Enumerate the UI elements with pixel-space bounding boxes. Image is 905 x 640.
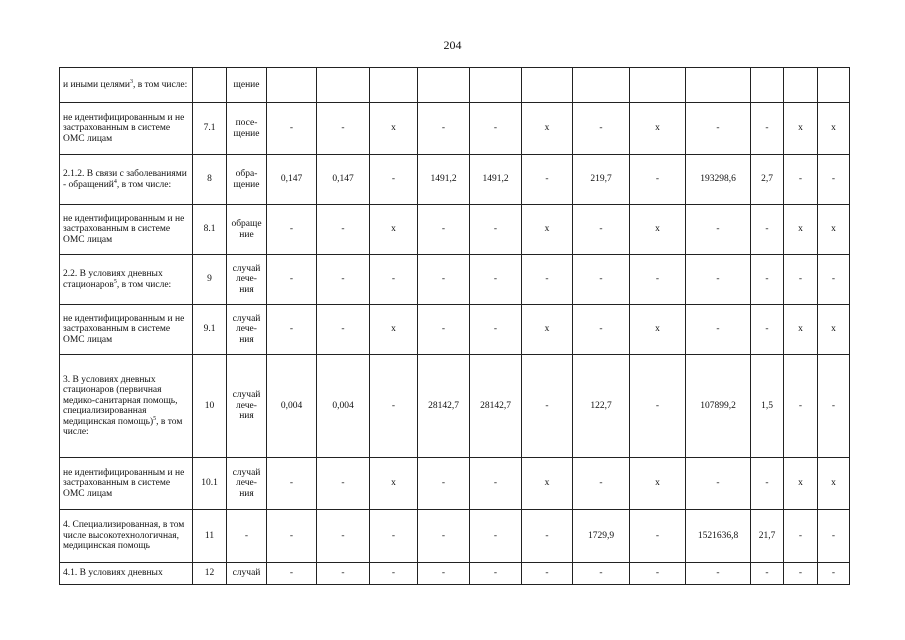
row-number-cell: 9	[193, 255, 227, 305]
value-cell: -	[818, 563, 850, 585]
value-cell: -	[267, 255, 317, 305]
value-cell: -	[470, 103, 522, 155]
value-cell: -	[751, 458, 784, 510]
row-number-cell: 12	[193, 563, 227, 585]
value-cell: -	[470, 255, 522, 305]
value-cell: x	[630, 205, 686, 255]
value-cell: -	[418, 305, 470, 355]
value-cell: -	[267, 458, 317, 510]
row-number-cell: 10.1	[193, 458, 227, 510]
row-name-text: не идентифицированным и не застрахованным в системе ОМС лицам	[63, 112, 185, 144]
value-cell	[317, 68, 370, 103]
value-cell	[267, 68, 317, 103]
value-cell: -	[267, 563, 317, 585]
value-cell: -	[818, 155, 850, 205]
row-name-cell	[60, 355, 193, 458]
value-cell: -	[686, 205, 751, 255]
row-name-cell	[60, 103, 193, 155]
row-footnote-mark: 5	[153, 415, 157, 422]
value-cell: 0,004	[317, 355, 370, 458]
unit-cell: случай лече- ния	[227, 458, 267, 510]
table-row	[60, 68, 850, 103]
value-cell: x	[522, 305, 573, 355]
value-cell: -	[470, 305, 522, 355]
row-footnote-mark: 3	[130, 78, 133, 85]
value-cell: -	[267, 103, 317, 155]
row-number-cell: 11	[193, 510, 227, 563]
row-name-suffix: , в том числе:	[116, 279, 172, 290]
page-number: 204	[443, 38, 462, 52]
row-footnote-mark: 5	[113, 278, 117, 285]
row-name-suffix: , в том числе:	[133, 79, 188, 90]
value-cell: -	[630, 355, 686, 458]
value-cell	[470, 68, 522, 103]
row-number-cell	[193, 68, 227, 103]
value-cell: -	[751, 255, 784, 305]
value-cell: -	[573, 205, 630, 255]
value-cell: -	[267, 510, 317, 563]
unit-cell: обра- щение	[227, 155, 267, 205]
row-name-cell	[60, 305, 193, 355]
value-cell: -	[418, 103, 470, 155]
value-cell: -	[784, 255, 818, 305]
value-cell: x	[630, 458, 686, 510]
value-cell: -	[317, 205, 370, 255]
row-name-cell	[60, 255, 193, 305]
value-cell: 1521636,8	[686, 510, 751, 563]
value-cell: x	[784, 103, 818, 155]
table-row	[60, 205, 850, 255]
value-cell: -	[784, 563, 818, 585]
value-cell: -	[418, 510, 470, 563]
row-name-text: 4.1. В условиях дневных	[63, 568, 163, 579]
value-cell: 1491,2	[470, 155, 522, 205]
row-name-cell	[60, 68, 193, 103]
value-cell	[370, 68, 418, 103]
value-cell	[573, 68, 630, 103]
unit-cell: случай лече- ния	[227, 255, 267, 305]
value-cell: -	[573, 563, 630, 585]
table-row	[60, 563, 850, 585]
unit-cell: щение	[227, 68, 267, 103]
value-cell: 2,7	[751, 155, 784, 205]
row-name-text: 2.1.2. В связи с заболеваниями - обращений	[63, 169, 187, 190]
row-name-suffix: , в том числе:	[116, 179, 172, 190]
row-number-cell: 9.1	[193, 305, 227, 355]
table-row	[60, 155, 850, 205]
value-cell: -	[818, 355, 850, 458]
value-cell: x	[630, 305, 686, 355]
value-cell: x	[522, 205, 573, 255]
value-cell: 1,5	[751, 355, 784, 458]
value-cell: -	[573, 103, 630, 155]
value-cell: -	[573, 255, 630, 305]
row-name-cell	[60, 458, 193, 510]
value-cell: -	[522, 563, 573, 585]
unit-cell: случай лече- ния	[227, 305, 267, 355]
value-cell: -	[317, 305, 370, 355]
row-name-text: не идентифицированным и не застрахованным в системе ОМС лицам	[63, 467, 185, 499]
table-row	[60, 255, 850, 305]
value-cell: -	[630, 563, 686, 585]
value-cell: -	[470, 563, 522, 585]
value-cell: x	[630, 103, 686, 155]
value-cell	[522, 68, 573, 103]
row-number-cell: 8.1	[193, 205, 227, 255]
value-cell: -	[470, 458, 522, 510]
value-cell: -	[630, 155, 686, 205]
value-cell: -	[370, 510, 418, 563]
value-cell: -	[370, 355, 418, 458]
value-cell: -	[370, 155, 418, 205]
value-cell: -	[686, 103, 751, 155]
row-name-cell	[60, 510, 193, 563]
value-cell: x	[784, 205, 818, 255]
value-cell: -	[370, 255, 418, 305]
value-cell: -	[686, 255, 751, 305]
value-cell: -	[784, 355, 818, 458]
value-cell: x	[370, 458, 418, 510]
value-cell: 0,004	[267, 355, 317, 458]
value-cell: 122,7	[573, 355, 630, 458]
value-cell: 193298,6	[686, 155, 751, 205]
value-cell: 28142,7	[418, 355, 470, 458]
value-cell: -	[522, 255, 573, 305]
value-cell: 0,147	[267, 155, 317, 205]
value-cell: x	[818, 205, 850, 255]
row-name-cell	[60, 155, 193, 205]
unit-cell: обраще ние	[227, 205, 267, 255]
value-cell: -	[470, 205, 522, 255]
table-row	[60, 458, 850, 510]
value-cell	[818, 68, 850, 103]
value-cell: -	[317, 103, 370, 155]
value-cell	[686, 68, 751, 103]
value-cell: -	[267, 305, 317, 355]
value-cell: 21,7	[751, 510, 784, 563]
table-row	[60, 510, 850, 563]
value-cell: -	[418, 563, 470, 585]
row-name-suffix: , в том числе:	[63, 416, 183, 437]
row-name-cell	[60, 563, 193, 585]
value-cell: -	[751, 103, 784, 155]
value-cell: x	[522, 458, 573, 510]
value-cell: -	[418, 205, 470, 255]
row-name-text: 3. В условиях дневных стационаров (первичная медико-санитарная помощь, специализированная медицинская помощь)	[63, 374, 178, 427]
row-name-text: и иными целями	[63, 79, 130, 90]
value-cell: x	[818, 305, 850, 355]
value-cell: -	[686, 458, 751, 510]
unit-cell: случай лече- ния	[227, 355, 267, 458]
value-cell: x	[370, 305, 418, 355]
value-cell: x	[818, 103, 850, 155]
value-cell: -	[522, 355, 573, 458]
row-name-cell	[60, 205, 193, 255]
unit-cell: случай	[227, 563, 267, 585]
value-cell: 1729,9	[573, 510, 630, 563]
value-cell: -	[317, 510, 370, 563]
value-cell: -	[573, 305, 630, 355]
value-cell: -	[418, 458, 470, 510]
row-name-text: не идентифицированным и не застрахованным в системе ОМС лицам	[63, 213, 185, 245]
value-cell: -	[317, 458, 370, 510]
row-name-text: не идентифицированным и не застрахованным в системе ОМС лицам	[63, 313, 185, 345]
value-cell: -	[818, 510, 850, 563]
value-cell: -	[784, 510, 818, 563]
value-cell: -	[751, 305, 784, 355]
row-name-text: 2.2. В условиях дневных стационаров	[63, 269, 163, 290]
value-cell: 28142,7	[470, 355, 522, 458]
value-cell: x	[818, 458, 850, 510]
value-cell: -	[686, 563, 751, 585]
value-cell: 1491,2	[418, 155, 470, 205]
value-cell: -	[267, 205, 317, 255]
value-cell: -	[573, 458, 630, 510]
unit-cell: -	[227, 510, 267, 563]
value-cell: 107899,2	[686, 355, 751, 458]
row-number-cell: 7.1	[193, 103, 227, 155]
value-cell: -	[317, 255, 370, 305]
value-cell	[751, 68, 784, 103]
value-cell: x	[784, 458, 818, 510]
value-cell: x	[370, 103, 418, 155]
value-cell: -	[370, 563, 418, 585]
value-cell: x	[370, 205, 418, 255]
value-cell: -	[751, 205, 784, 255]
table-row	[60, 355, 850, 458]
table-row	[60, 103, 850, 155]
value-cell: -	[522, 155, 573, 205]
value-cell: -	[317, 563, 370, 585]
row-number-cell: 8	[193, 155, 227, 205]
row-number-cell: 10	[193, 355, 227, 458]
value-cell	[418, 68, 470, 103]
value-cell: x	[784, 305, 818, 355]
value-cell: -	[751, 563, 784, 585]
value-cell: -	[470, 510, 522, 563]
value-cell: 219,7	[573, 155, 630, 205]
value-cell: x	[522, 103, 573, 155]
value-cell: -	[686, 305, 751, 355]
row-footnote-mark: 4	[113, 178, 117, 185]
unit-cell: посе- щение	[227, 103, 267, 155]
row-name-text: 4. Специализированная, в том числе высокотехнологичная, медицинская помощь	[63, 520, 185, 552]
value-cell: -	[522, 510, 573, 563]
table-row	[60, 305, 850, 355]
data-table	[59, 67, 850, 585]
value-cell: -	[630, 510, 686, 563]
table-body	[60, 68, 850, 585]
value-cell	[630, 68, 686, 103]
value-cell: -	[784, 155, 818, 205]
value-cell: -	[630, 255, 686, 305]
value-cell	[784, 68, 818, 103]
value-cell: 0,147	[317, 155, 370, 205]
value-cell: -	[418, 255, 470, 305]
value-cell: -	[818, 255, 850, 305]
